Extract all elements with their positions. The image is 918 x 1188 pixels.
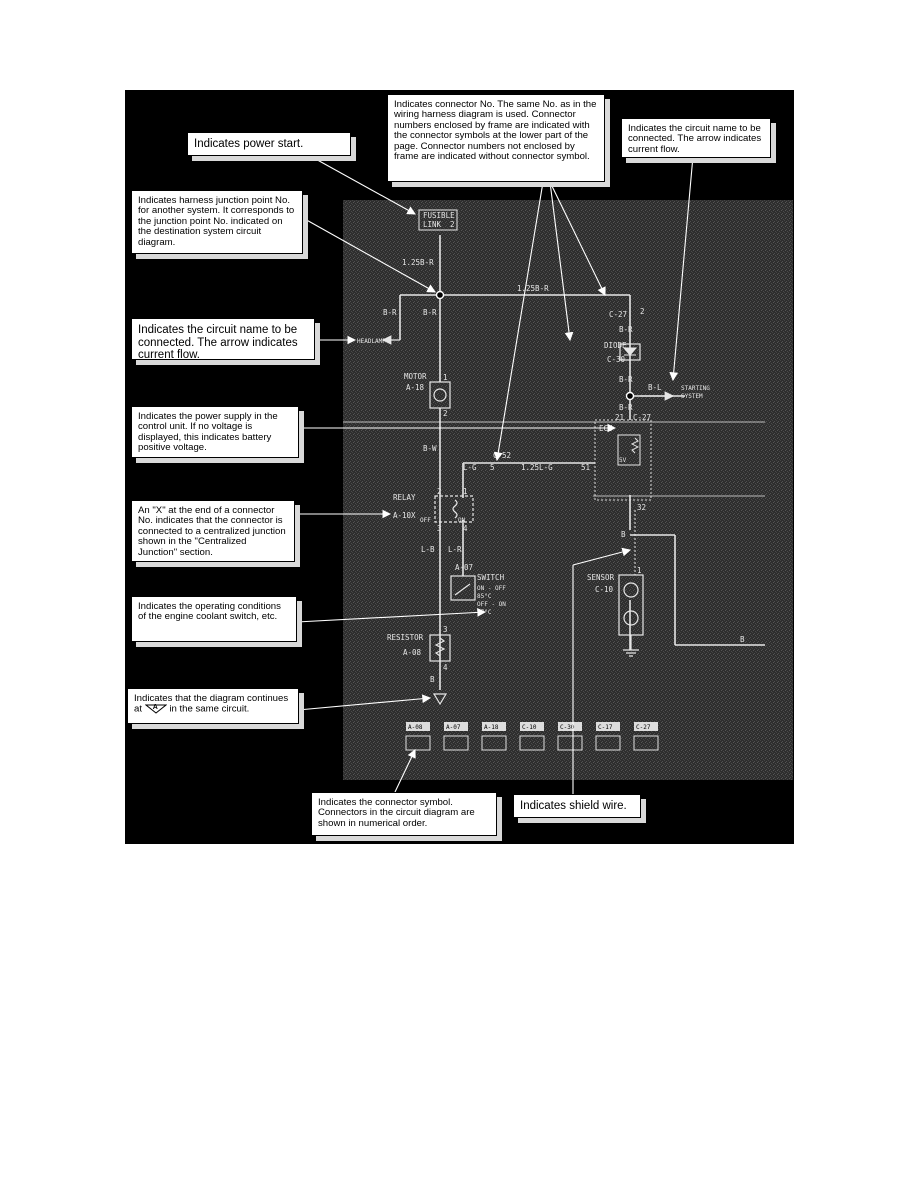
resistor-label: RESISTOR bbox=[387, 633, 424, 642]
callout-text: Indicates power start. bbox=[194, 138, 304, 150]
diode-label: DIODE bbox=[604, 341, 627, 350]
callout-text: Indicates connector No. The same No. as in the wiring harness diagram is used. Connector numbers enclosed by frame are indicated with the connector symbols at the lower part of the page. Connector numbers not enclosed by frame are indicated without connector symbol. bbox=[394, 99, 597, 163]
junction-point bbox=[437, 292, 444, 299]
wire-label: B-R bbox=[619, 325, 633, 334]
wire-label: B-W bbox=[423, 444, 437, 453]
ecu-voltage-label: 5V bbox=[619, 457, 627, 464]
pin-label: 1 bbox=[463, 487, 468, 496]
wire-label: B-L bbox=[648, 383, 662, 392]
fusible-link-number: 2 bbox=[450, 220, 455, 229]
connector-symbol-label: C-27 bbox=[636, 724, 651, 731]
switch-condition: 85°C bbox=[477, 593, 492, 600]
callout-text-part: Indicates that the diagram continues at bbox=[134, 693, 289, 715]
callout-text: Indicates the circuit name to be connected. The arrow indicates current flow. bbox=[138, 324, 298, 361]
pin-label: 3 bbox=[443, 625, 448, 634]
relay-off-label: OFF bbox=[420, 517, 431, 524]
connector-label: C-52 bbox=[493, 451, 512, 460]
callout-text: Indicates the connector symbol. Connectors in the circuit diagram are shown in numerical order. bbox=[318, 797, 475, 829]
switch-condition: 87°C bbox=[477, 609, 492, 616]
callout-text: Indicates the power supply in the control unit. If no voltage is displayed, this indicates battery positive voltage. bbox=[138, 411, 278, 454]
wire-label: B-R bbox=[383, 308, 397, 317]
pin-label: 2 bbox=[437, 487, 442, 496]
pin-label: 4 bbox=[463, 524, 468, 533]
callout-circuit-name-left bbox=[131, 318, 315, 360]
callout-connector-number bbox=[387, 94, 605, 182]
diagram-panel bbox=[125, 90, 794, 844]
wire-label: B-R bbox=[423, 308, 437, 317]
switch-condition: ON - OFF bbox=[477, 585, 506, 592]
callout-text: Indicates harness junction point No. for another system. It corresponds to the junction point No. indicated on the destination system circuit diagram. bbox=[138, 195, 295, 248]
pin-label: 4 bbox=[443, 663, 448, 672]
wire-label: L-G bbox=[463, 463, 477, 472]
motor-connector-label: A-18 bbox=[406, 383, 425, 392]
continuation-triangle-icon bbox=[145, 704, 167, 714]
starting-system-label-2: SYSTEM bbox=[681, 393, 703, 400]
connector-label: C-27 bbox=[633, 413, 652, 422]
pin-label: 21 bbox=[615, 413, 625, 422]
callout-text: Indicates the circuit name to be connected. The arrow indicates current flow. bbox=[628, 123, 762, 155]
starting-system-label: STARTING bbox=[681, 385, 710, 392]
wire-label: 1.25B-R bbox=[517, 284, 549, 293]
pin-label: 2 bbox=[443, 409, 448, 418]
sensor-connector-label: C-10 bbox=[595, 585, 614, 594]
fusible-link-label: FUSIBLE bbox=[423, 211, 455, 220]
pin-label: 51 bbox=[581, 463, 591, 472]
callout-shield-wire bbox=[513, 794, 641, 818]
pin-label: 1 bbox=[443, 373, 448, 382]
callout-circuit-name-top bbox=[621, 118, 771, 158]
callout-power-start bbox=[187, 132, 351, 156]
wire-label: B bbox=[430, 675, 435, 684]
callout-text-part: in the same circuit. bbox=[169, 703, 250, 715]
ecu-label: ECU bbox=[599, 424, 613, 433]
pin-label: 32 bbox=[637, 503, 647, 512]
junction-point bbox=[627, 393, 634, 400]
connector-symbol-label: C-10 bbox=[522, 724, 537, 731]
connector-symbol-label: A-18 bbox=[484, 724, 499, 731]
diode-connector-label: C-30 bbox=[607, 355, 626, 364]
pin-label: 3 bbox=[437, 524, 442, 533]
callout-x-connector bbox=[131, 500, 295, 562]
fusible-link-label-2: LINK bbox=[423, 220, 442, 229]
wire-label: 1.25B-R bbox=[402, 258, 434, 267]
motor-label: MOTOR bbox=[404, 372, 427, 381]
callout-connector-symbol bbox=[311, 792, 497, 836]
wire-label: B-R bbox=[619, 403, 633, 412]
callout-operating-conditions bbox=[131, 596, 297, 642]
connector-label: C-27 bbox=[609, 310, 628, 319]
connector-symbol-label: A-07 bbox=[446, 724, 461, 731]
diagram-background bbox=[343, 200, 793, 780]
callout-text: An "X" at the end of a connector No. indicates that the connector is connected to a centralized junction shown in the "Centralized Junction" section. bbox=[138, 505, 286, 558]
pin-label: 2 bbox=[640, 307, 645, 316]
wire-label: B-R bbox=[619, 375, 633, 384]
switch-label: SWITCH bbox=[477, 573, 505, 582]
wire-label: B bbox=[621, 530, 626, 539]
callout-harness-junction bbox=[131, 190, 303, 254]
connector-symbol-label: C-30 bbox=[560, 724, 575, 731]
wire-label: B bbox=[740, 635, 745, 644]
wire-label: 5 bbox=[490, 463, 495, 472]
relay-label: RELAY bbox=[393, 493, 416, 502]
connector-symbol-label: C-17 bbox=[598, 724, 613, 731]
connector-symbol-label: A-08 bbox=[408, 724, 423, 731]
callout-text bbox=[134, 694, 292, 715]
callout-diagram-continues bbox=[127, 688, 299, 724]
callout-power-supply bbox=[131, 406, 299, 458]
wire-label: L-B bbox=[421, 545, 435, 554]
switch-condition: OFF - ON bbox=[477, 601, 506, 608]
resistor-connector-label: A-08 bbox=[403, 648, 422, 657]
relay-on-label: ON bbox=[458, 517, 466, 524]
wire-label: L-R bbox=[448, 545, 462, 554]
pin-label: 1 bbox=[637, 566, 642, 575]
callout-text: Indicates shield wire. bbox=[520, 800, 627, 812]
headlamp-label: HEADLAMP bbox=[357, 338, 386, 345]
wire-label: 1.25L-G bbox=[521, 463, 553, 472]
continuation-symbol-label: A bbox=[152, 704, 158, 712]
sensor-label: SENSOR bbox=[587, 573, 615, 582]
callout-text: Indicates the operating conditions of the engine coolant switch, etc. bbox=[138, 601, 281, 623]
relay-connector-label: A-10X bbox=[393, 511, 416, 520]
switch-connector-label: A-07 bbox=[455, 563, 474, 572]
